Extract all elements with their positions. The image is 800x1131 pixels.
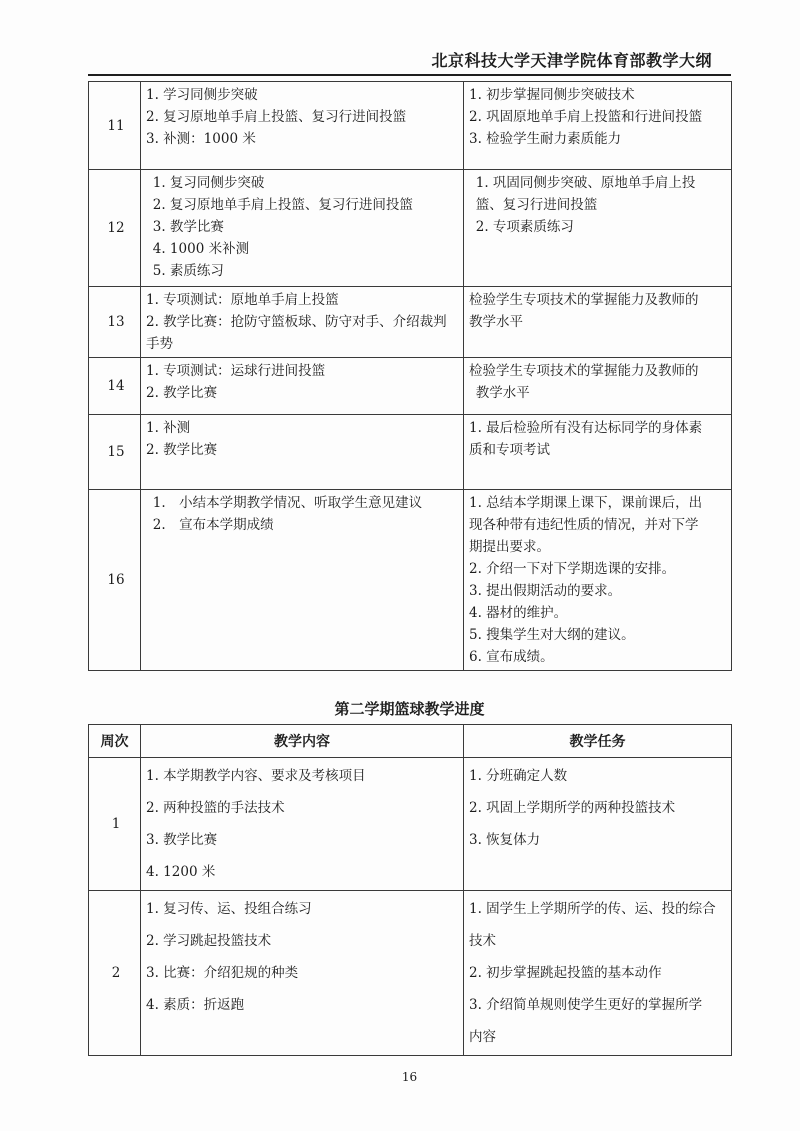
text-line: 2. 教学比赛 bbox=[146, 385, 218, 401]
text-line: 5. 搜集学生对大纲的建议。 bbox=[469, 627, 635, 643]
text-line: 1. 学习同侧步突破 bbox=[146, 87, 258, 103]
text-line: 1. 复习同侧步突破 bbox=[146, 175, 265, 191]
text-line: 2. 复习原地单手肩上投篮、复习行进间投篮 bbox=[146, 197, 413, 213]
col-header-week: 周次 bbox=[89, 725, 141, 758]
text-line: 3. 比赛：介绍犯规的种类 bbox=[146, 965, 299, 981]
text-line: 检验学生专项技术的掌握能力及教师的 bbox=[469, 363, 699, 379]
text-line: 教学水平 bbox=[469, 385, 530, 401]
text-line: 2. 教学比赛：抢防守篮板球、防守对手、介绍裁判 bbox=[146, 314, 447, 330]
tasks-cell bbox=[464, 82, 732, 170]
text-line: 4. 素质：折返跑 bbox=[146, 997, 245, 1013]
text-line: 3. 教学比赛 bbox=[146, 219, 224, 235]
text-line: 2. 专项素质练习 bbox=[469, 219, 574, 235]
table-header-row bbox=[89, 725, 732, 758]
text-line: 2. 巩固原地单手肩上投篮和行进间投篮 bbox=[469, 109, 703, 125]
text-line: 1. 小结本学期教学情况、听取学生意见建议 bbox=[146, 495, 423, 511]
second-semester-schedule-table bbox=[88, 724, 732, 1056]
text-line: 1. 总结本学期课上课下，课前课后，出 bbox=[469, 495, 703, 511]
tasks-cell bbox=[464, 287, 732, 358]
text-line: 3. 恢复体力 bbox=[469, 832, 541, 848]
text-line: 教学水平 bbox=[469, 314, 523, 330]
page-number: 16 bbox=[401, 1070, 418, 1084]
tasks-cell bbox=[464, 891, 732, 1056]
table-row bbox=[89, 82, 732, 170]
text-line: 1. 专项测试：运球行进间投篮 bbox=[146, 363, 326, 379]
text-line: 1. 初步掌握同侧步突破技术 bbox=[469, 87, 635, 103]
second-semester-section-title: 第二学期篮球教学进度 bbox=[334, 700, 485, 718]
col-header-content: 教学内容 bbox=[141, 725, 464, 758]
content-cell bbox=[141, 82, 464, 170]
week-number: 11 bbox=[89, 82, 141, 170]
week-number: 13 bbox=[89, 287, 141, 358]
content-cell bbox=[141, 891, 464, 1056]
text-line: 2. 两种投篮的手法技术 bbox=[146, 800, 285, 816]
content-cell bbox=[141, 758, 464, 891]
table-row bbox=[89, 891, 732, 1056]
content-cell bbox=[141, 358, 464, 415]
content-cell bbox=[141, 415, 464, 490]
text-line: 1. 本学期教学内容、要求及考核项目 bbox=[146, 768, 366, 784]
text-line: 3. 补测：1000 米 bbox=[146, 131, 256, 147]
text-line: 1. 专项测试：原地单手肩上投篮 bbox=[146, 292, 339, 308]
text-line: 2. 宣布本学期成绩 bbox=[146, 517, 274, 533]
text-line: 2. 复习原地单手肩上投篮、复习行进间投篮 bbox=[146, 109, 407, 125]
first-semester-schedule-table bbox=[88, 81, 732, 671]
week-number: 16 bbox=[89, 490, 141, 671]
table-row bbox=[89, 358, 732, 415]
tasks-cell bbox=[464, 415, 732, 490]
text-line: 1. 最后检验所有没有达标同学的身体素 bbox=[469, 420, 703, 436]
text-line: 现各种带有违纪性质的情况，并对下学 bbox=[469, 517, 699, 533]
text-line: 4. 器材的维护。 bbox=[469, 605, 568, 621]
content-cell bbox=[141, 170, 464, 287]
tasks-cell bbox=[464, 758, 732, 891]
table-row bbox=[89, 287, 732, 358]
page-content bbox=[88, 0, 731, 1084]
week-number: 12 bbox=[89, 170, 141, 287]
text-line: 技术 bbox=[469, 933, 496, 949]
document-header bbox=[88, 0, 731, 76]
text-line: 1. 分班确定人数 bbox=[469, 768, 568, 784]
text-line: 3. 检验学生耐力素质能力 bbox=[469, 131, 622, 147]
text-line: 2. 教学比赛 bbox=[146, 442, 218, 458]
text-line: 3. 提出假期活动的要求。 bbox=[469, 583, 622, 599]
text-line: 6. 宣布成绩。 bbox=[469, 649, 554, 665]
text-line: 检验学生专项技术的掌握能力及教师的 bbox=[469, 292, 699, 308]
text-line: 3. 教学比赛 bbox=[146, 832, 218, 848]
text-line: 1. 固学生上学期所学的传、运、投的综合 bbox=[469, 901, 716, 917]
text-line: 2. 学习跳起投篮技术 bbox=[146, 933, 272, 949]
table-row bbox=[89, 170, 732, 287]
week-number: 14 bbox=[89, 358, 141, 415]
table-row bbox=[89, 490, 732, 671]
text-line: 1. 巩固同侧步突破、原地单手肩上投 bbox=[469, 175, 696, 191]
content-cell bbox=[141, 287, 464, 358]
week-number: 1 bbox=[89, 758, 141, 891]
text-line: 3. 介绍简单规则使学生更好的掌握所学 bbox=[469, 997, 703, 1013]
tasks-cell bbox=[464, 358, 732, 415]
text-line: 5. 素质练习 bbox=[146, 263, 224, 279]
text-line: 期提出要求。 bbox=[469, 539, 550, 555]
text-line: 内容 bbox=[469, 1029, 496, 1045]
content-cell bbox=[141, 490, 464, 671]
text-line: 2. 巩固上学期所学的两种投篮技术 bbox=[469, 800, 676, 816]
week-number: 15 bbox=[89, 415, 141, 490]
table-row bbox=[89, 758, 732, 891]
text-line: 1. 补测 bbox=[146, 420, 191, 436]
tasks-cell bbox=[464, 170, 732, 287]
header-title: 北京科技大学天津学院体育部教学大纲 bbox=[431, 51, 712, 70]
text-line: 篮、复习行进间投篮 bbox=[469, 197, 598, 213]
col-header-tasks: 教学任务 bbox=[464, 725, 732, 758]
week-number: 2 bbox=[89, 891, 141, 1056]
text-line: 手势 bbox=[146, 336, 173, 352]
text-line: 4. 1200 米 bbox=[146, 864, 216, 880]
text-line: 2. 初步掌握跳起投篮的基本动作 bbox=[469, 965, 662, 981]
text-line: 2. 介绍一下对下学期选课的安排。 bbox=[469, 561, 676, 577]
text-line: 质和专项考试 bbox=[469, 442, 550, 458]
table-row bbox=[89, 415, 732, 490]
text-line: 4. 1000 米补测 bbox=[146, 241, 250, 257]
tasks-cell bbox=[464, 490, 732, 671]
text-line: 1. 复习传、运、投组合练习 bbox=[146, 901, 312, 917]
